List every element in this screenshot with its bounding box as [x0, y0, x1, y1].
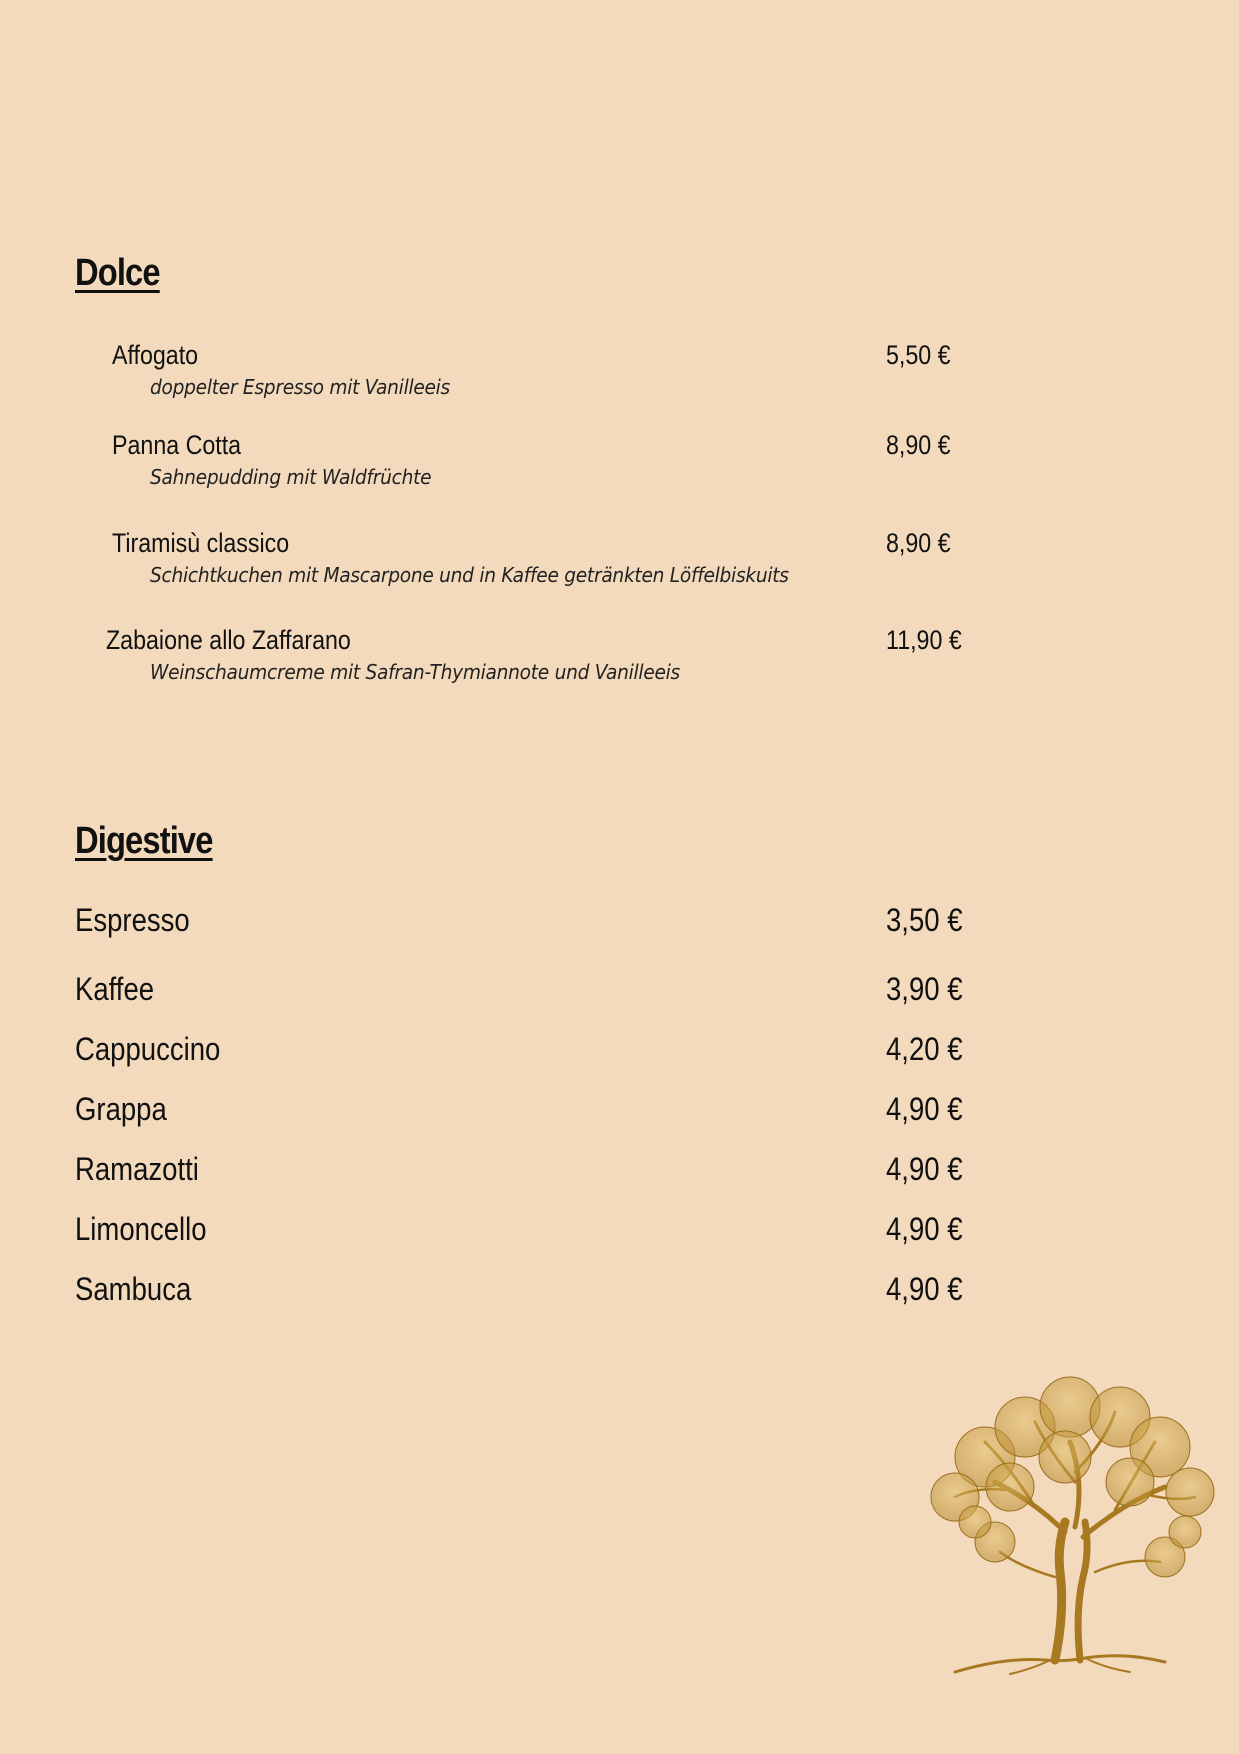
drink-price-sambuca: 4,90 €: [886, 1271, 963, 1307]
drink-price-espresso: 3,50 €: [886, 902, 963, 938]
digestive-heading: Digestive: [75, 820, 213, 862]
dish-name-panna-cotta: Panna Cotta: [112, 430, 242, 460]
drink-price-ramazotti: 4,90 €: [886, 1151, 963, 1187]
dish-description-zabaione: Weinschaumcreme mit Safran-Thymiannote und Vanilleeis: [150, 660, 680, 684]
dolce-heading: Dolce: [75, 252, 160, 294]
dish-description-panna-cotta: Sahnepudding mit Waldfrüchte: [150, 465, 432, 489]
drink-price-kaffee: 3,90 €: [886, 971, 963, 1007]
drink-name-espresso: Espresso: [75, 902, 190, 938]
drink-name-kaffee: Kaffee: [75, 971, 155, 1007]
dish-price-panna-cotta: 8,90 €: [886, 430, 951, 460]
dish-name-zabaione: Zabaione allo Zaffarano: [106, 625, 351, 655]
dish-description-affogato: doppelter Espresso mit Vanilleeis: [150, 375, 450, 399]
dish-price-affogato: 5,50 €: [886, 340, 951, 370]
drink-name-cappuccino: Cappuccino: [75, 1031, 221, 1067]
drink-name-limoncello: Limoncello: [75, 1211, 207, 1247]
drink-price-grappa: 4,90 €: [886, 1091, 963, 1127]
drink-name-sambuca: Sambuca: [75, 1271, 192, 1307]
golden-tree-icon: [915, 1372, 1225, 1682]
drink-name-grappa: Grappa: [75, 1091, 167, 1127]
dish-name-tiramisu: Tiramisù classico: [112, 528, 290, 558]
dish-price-tiramisu: 8,90 €: [886, 528, 951, 558]
drink-name-ramazotti: Ramazotti: [75, 1151, 199, 1187]
drink-price-limoncello: 4,90 €: [886, 1211, 963, 1247]
dish-description-tiramisu: Schichtkuchen mit Mascarpone und in Kaffee getränkten Löffelbiskuits: [150, 563, 789, 587]
dish-name-affogato: Affogato: [112, 340, 199, 370]
dish-price-zabaione: 11,90 €: [886, 625, 962, 655]
drink-price-cappuccino: 4,20 €: [886, 1031, 963, 1067]
